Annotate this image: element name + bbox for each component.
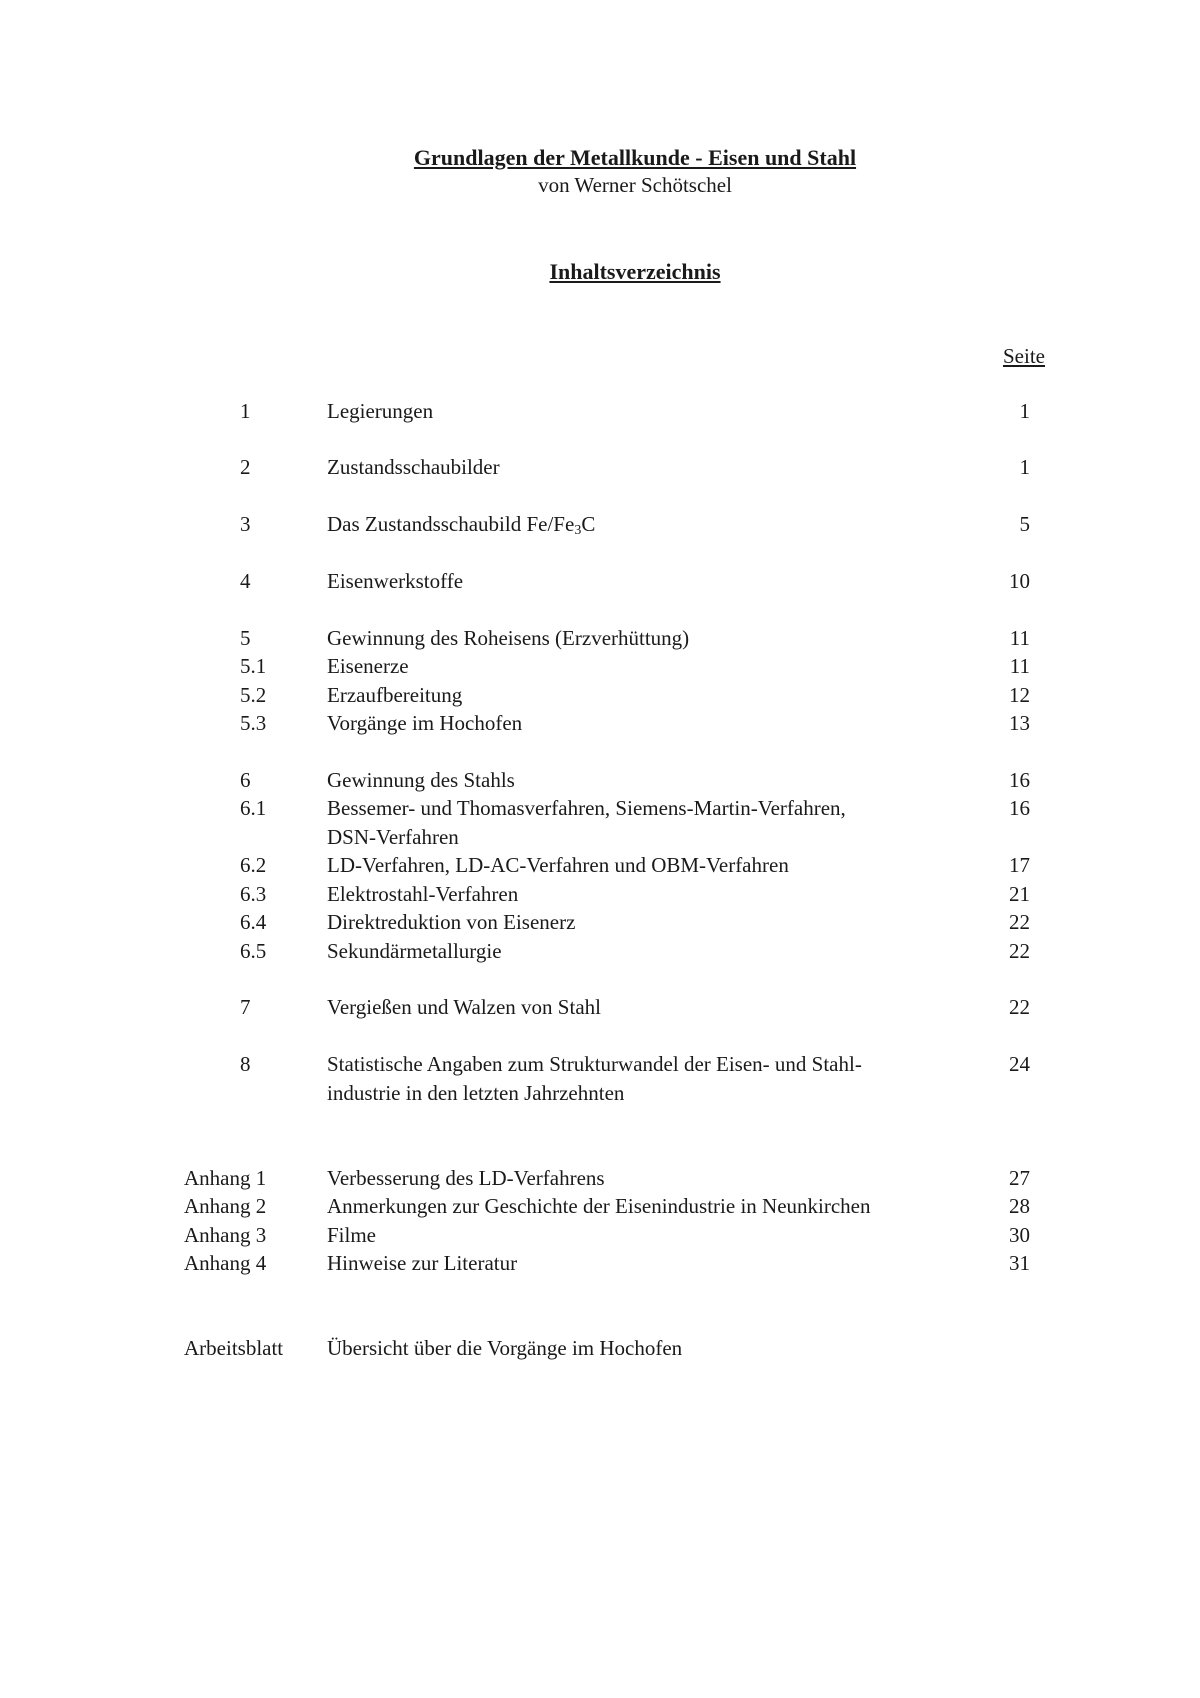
document-title: Grundlagen der Metallkunde - Eisen und Stahl [413,145,857,170]
toc-entry-page: 28 [1009,1194,1030,1218]
toc-entry-title: Gewinnung des Roheisens (Erzverhüttung) [327,626,690,650]
toc-entry-title: Bessemer- und Thomasverfahren, Siemens-Martin-Verfahren, [327,796,846,820]
toc-entry-number: 6.2 [240,853,267,877]
toc-entry-page: 11 [1009,626,1030,650]
toc-entry-title: Anmerkungen zur Geschichte der Eisenindustrie in Neunkirchen [327,1194,871,1218]
toc-entry-title-line2: DSN-Verfahren [327,825,459,849]
toc-entry-page: 22 [1009,995,1030,1019]
toc-entry-number: 5.3 [240,711,267,735]
toc-entry-title: Erzaufbereitung [327,683,463,707]
toc-entry-title: Statistische Angaben zum Strukturwandel der Eisen- und Stahl- [327,1052,862,1076]
toc-entry-number: 6.4 [240,910,267,934]
toc-entry-number: 1 [240,399,251,423]
toc-entry-title: Verbesserung des LD-Verfahrens [327,1166,605,1190]
toc-entry-title: Direktreduktion von Eisenerz [327,910,576,934]
toc-entry-title: Eisenerze [327,654,409,678]
toc-entry-number: Anhang 2 [184,1194,267,1218]
toc-entry-page: 22 [1009,939,1030,963]
document-author: von Werner Schötschel [538,173,732,197]
toc-entry-title: Filme [327,1223,377,1247]
toc-entry-page: 1 [1019,455,1030,479]
toc-entry-title: Legierungen [327,399,434,423]
toc-entry-number: 5.1 [240,654,267,678]
subscript-index: 3 [574,523,582,538]
toc-entry-page: 5 [1019,512,1030,536]
toc-entry-number: Arbeitsblatt [184,1336,284,1360]
toc-entry-title-line2: industrie in den letzten Jahrzehnten [327,1081,625,1105]
toc-entry-number: Anhang 4 [184,1251,267,1275]
toc-entry-number: 6.3 [240,882,267,906]
toc-entry-page: 1 [1019,399,1030,423]
toc-entry-page: 21 [1009,882,1030,906]
toc-entry-page: 22 [1009,910,1030,934]
page-column-label: Seite [1003,344,1045,368]
toc-entry-title-part: C [581,512,596,536]
toc-entry-page: 27 [1009,1166,1030,1190]
toc-entry-number: 8 [240,1052,251,1076]
toc-entry-number: 6.1 [240,796,267,820]
toc-entry-page: 12 [1009,683,1030,707]
toc-entry-title-part: Das Zustandsschaubild Fe/Fe [327,512,575,536]
toc-entry-title: Elektrostahl-Verfahren [327,882,519,906]
toc-entry-page: 10 [1009,569,1030,593]
toc-entry-number: 2 [240,455,251,479]
toc-entry-page: 16 [1009,796,1030,820]
toc-entry-title: Eisenwerkstoffe [327,569,464,593]
toc-entry-title: Vorgänge im Hochofen [327,711,523,735]
toc-entry-title: LD-Verfahren, LD-AC-Verfahren und OBM-Verfahren [327,853,789,877]
toc-entry-number: 6.5 [240,939,267,963]
toc-entry-title [327,510,967,539]
toc-entry-page: 24 [1009,1052,1030,1076]
toc-entry-title: Sekundärmetallurgie [327,939,502,963]
toc-entry-number: Anhang 1 [184,1166,267,1190]
toc-entry-page: 17 [1009,853,1030,877]
toc-entry-title: Gewinnung des Stahls [327,768,515,792]
toc-entry-number: 4 [240,569,251,593]
toc-entry-number: 5.2 [240,683,267,707]
toc-entry-page: 16 [1009,768,1030,792]
toc-entry-title: Vergießen und Walzen von Stahl [327,995,601,1019]
toc-entry-title: Zustandsschaubilder [327,455,500,479]
toc-entry-number: 5 [240,626,251,650]
toc-heading: Inhaltsverzeichnis [549,259,721,284]
toc-entry-number: 3 [240,512,251,536]
toc-entry-page: 11 [1009,654,1030,678]
toc-entry-number: 6 [240,768,251,792]
toc-entry-page: 31 [1009,1251,1030,1275]
toc-entry-title: Hinweise zur Literatur [327,1251,518,1275]
toc-entry-number: Anhang 3 [184,1223,267,1247]
toc-entry-page: 13 [1009,711,1030,735]
toc-entry-number: 7 [240,995,251,1019]
toc-entry-title: Übersicht über die Vorgänge im Hochofen [327,1336,683,1360]
toc-entry-page: 30 [1009,1223,1030,1247]
